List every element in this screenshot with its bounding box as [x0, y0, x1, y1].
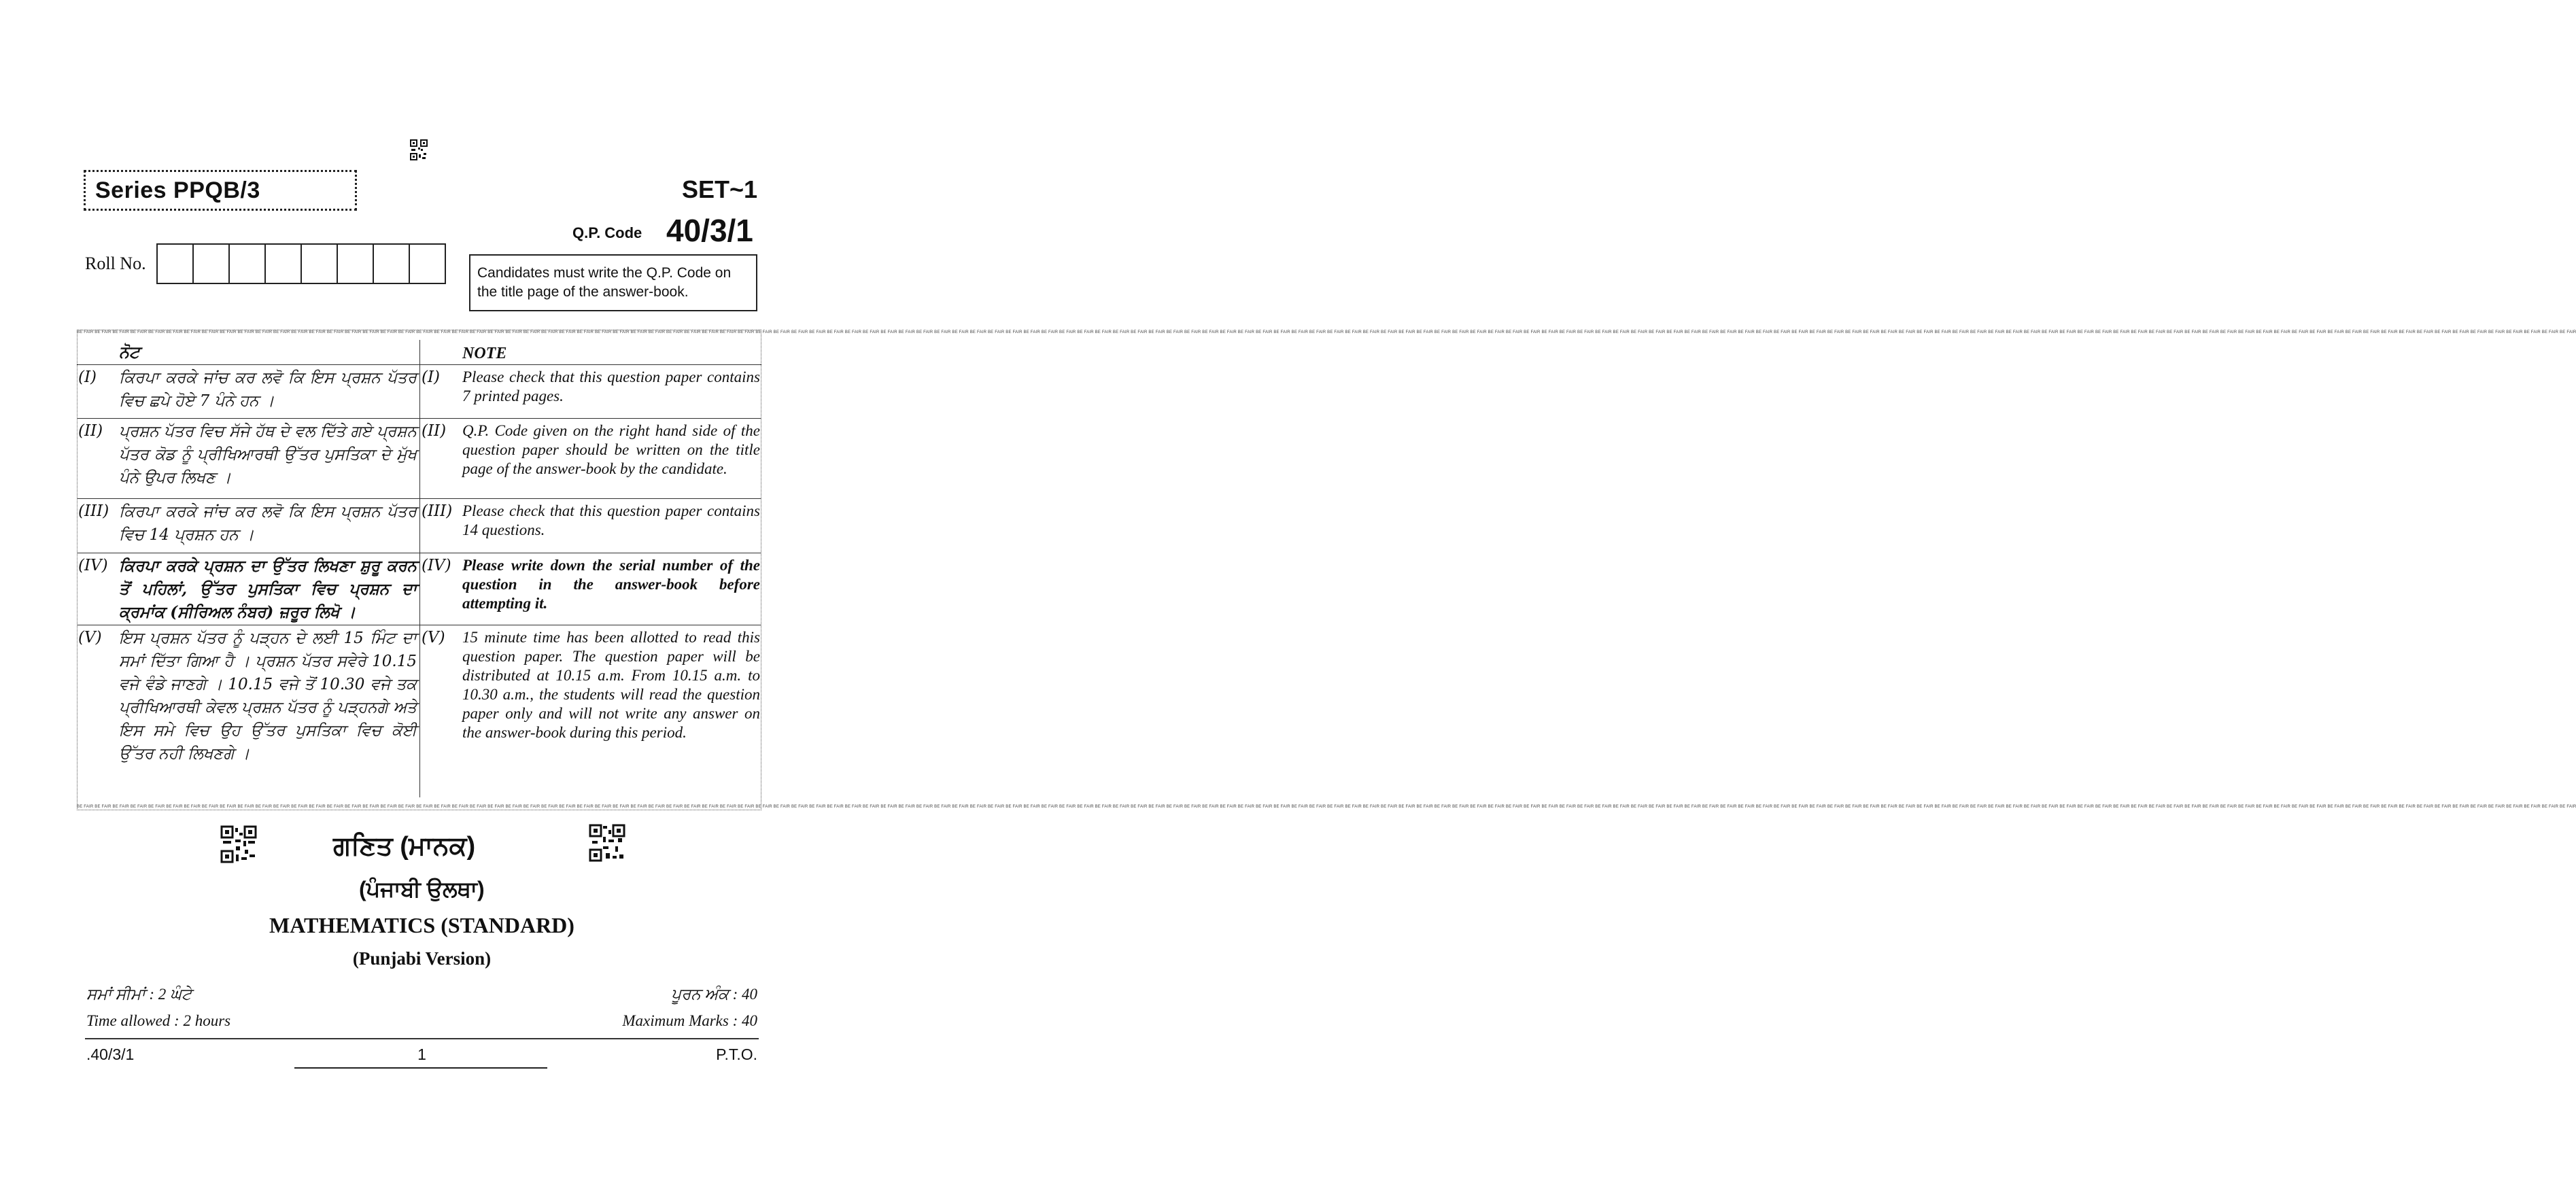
border-pattern-top: BE FAIR BE FAIR BE FAIR BE FAIR BE FAIR BE FAIR BE FAIR BE FAIR BE FAIR BE FAIR BE FAIR BE FAIR BE FAIR BE FAIR BE FAIR BE FAIR BE FAIR BE FAIR BE FAIR BE FAIR BE FAIR BE FAIR BE FAIR BE FAIR BE FAIR BE FAIR BE FAIR BE FAIR BE FAIR BE FAIR BE FAIR BE FAIR BE FAIR BE FAIR BE FAIR BE FAIR BE FAIR BE FAIR BE FAIR BE FAIR BE FAIR BE FAIR BE FAIR BE FAIR BE FAIR BE FAIR BE FAIR BE FAIR BE FAIR BE FAIR BE FAIR BE FAIR BE FAIR BE FAIR BE FAIR BE FAIR BE FAIR BE FAIR BE FAIR BE FAIR BE FAIR BE FAIR BE FAIR BE FAIR BE FAIR BE FAIR BE FAIR BE FAIR BE FAIR BE FAIR BE FAIR BE FAIR BE FAIR BE FAIR BE FAIR BE FAIR BE FAIR BE FAIR BE FAIR BE FAIR BE FAIR BE FAIR BE FAIR BE FAIR BE FAIR BE FAIR BE FAIR BE FAIR BE FAIR BE FAIR BE FAIR BE FAIR BE FAIR BE FAIR BE FAIR BE FAIR BE FAIR BE FAIR BE FAIR BE FAIR BE FAIR BE FAIR BE FAIR BE FAIR BE FAIR BE FAIR BE FAIR BE FAIR BE FAIR BE FAIR BE FAIR BE FAIR BE FAIR BE FAIR BE FAIR BE FAIR BE FAIR BE FAIR BE FAIR BE FAIR BE FAIR BE FAIR BE FAIR BE FAIR BE FAIR BE FAIR BE FAIR BE FAIR BE FAIR BE FAIR BE FAIR BE FAIR BE FAIR BE FAIR BE FAIR BE FAIR BE FAIR BE FAIR BE FAIR BE FAIR: [77, 330, 2576, 334]
notes-table: [77, 340, 761, 797]
note-row: [77, 364, 761, 419]
note-number: (III): [78, 502, 109, 520]
roll-digit-box[interactable]: [156, 243, 194, 284]
footer-code: .40/3/1: [86, 1045, 135, 1063]
note-text-english: 15 minute time has been allotted to read this question paper. The question paper will be distributed at 10.15 a.m. From 10.15 a.m. to 10.30 a.m., the students will read the question paper only and will not write any answer on the answer-book during this period.: [462, 629, 760, 741]
page-number: 1: [417, 1045, 426, 1063]
series-label: Series PPQB/3: [84, 170, 357, 211]
qr-code-icon: [221, 826, 256, 863]
note-text-english: Please check that this question paper contains 7 printed pages.: [462, 368, 760, 404]
subject-title-english: MATHEMATICS (STANDARD): [269, 913, 574, 937]
set-label: SET~1: [681, 175, 757, 203]
qp-code-label: Q.P. Code: [572, 224, 642, 241]
note-text-punjabi: ਕਿਰਪਾ ਕਰਕੇ ਪ੍ਰਸ਼ਨ ਦਾ ਉੱਤਰ ਲਿਖਣਾ ਸ਼ੁਰੂ ਕਰਨ ਤੋਂ ਪਹਿਲਾਂ, ਉੱਤਰ ਪੁਸਤਿਕਾ ਵਿਚ ਪ੍ਰਸ਼ਨ ਦਾ ਕ੍ਰਮਾਂਕ (ਸੀਰਿਅਲ ਨੰਬਰ) ਜ਼ਰੂਰ ਲਿਖੋ ।: [119, 557, 417, 621]
note-row: [77, 553, 761, 625]
note-number: (II): [422, 422, 447, 440]
roll-digit-box[interactable]: [264, 243, 302, 284]
time-allowed-english: Time allowed : 2 hours: [86, 1012, 231, 1029]
note-text-english: Please check that this question paper contains 14 questions.: [462, 502, 760, 538]
notes-heading-punjabi: ਨੋਟ: [119, 342, 140, 362]
footer-underline: [294, 1067, 547, 1069]
subject-version-punjabi: (ਪੰਜਾਬੀ ਉਲਥਾ): [359, 877, 485, 901]
note-number: (III): [422, 502, 453, 520]
roll-digit-box[interactable]: [192, 243, 230, 284]
candidate-instruction-box: Candidates must write the Q.P. Code on the title page of the answer-book.: [469, 254, 757, 311]
note-text-punjabi: ਕਿਰਪਾ ਕਰਕੇ ਜਾਂਚ ਕਰ ਲਵੋ ਕਿ ਇਸ ਪ੍ਰਸ਼ਨ ਪੱਤਰ ਵਿਚ 14 ਪ੍ਰਸ਼ਨ ਹਨ ।: [119, 503, 417, 544]
note-number: (V): [78, 629, 102, 646]
note-text-punjabi: ਇਸ ਪ੍ਰਸ਼ਨ ਪੱਤਰ ਨੂੰ ਪੜ੍ਹਨ ਦੇ ਲਈ 15 ਮਿੰਟ ਦਾ ਸਮਾਂ ਦਿੱਤਾ ਗਿਆ ਹੈ । ਪ੍ਰਸ਼ਨ ਪੱਤਰ ਸਵੇਰੇ 10.15 ਵਜੇ ਵੰਡੇ ਜਾਣਗੇ । 10.15 ਵਜੇ ਤੋਂ 10.30 ਵਜੇ ਤਕ ਪ੍ਰੀਖਿਆਰਥੀ ਕੇਵਲ ਪ੍ਰਸ਼ਨ ਪੱਤਰ ਨੂੰ ਪੜ੍ਹਨਗੇ ਅਤੇ ਇਸ ਸਮੇ ਵਿਚ ਉਹ ਉੱਤਰ ਪੁਸਤਿਕਾ ਵਿਚ ਕੋਈ ਉੱਤਰ ਨਹੀ ਲਿਖਣਗੇ ।: [119, 629, 417, 763]
roll-digit-box[interactable]: [300, 243, 338, 284]
note-row: [77, 419, 761, 499]
max-marks-english: Maximum Marks : 40: [622, 1012, 757, 1029]
roll-digit-box[interactable]: [373, 243, 410, 284]
roll-no-boxes[interactable]: [158, 243, 446, 284]
note-number: (II): [78, 422, 103, 440]
note-row: [77, 625, 761, 797]
note-text-english: Please write down the serial number of the question in the answer-book before attempting it.: [462, 557, 760, 612]
qp-code: 40/3/1: [666, 213, 753, 248]
qr-code-icon: [410, 139, 428, 161]
roll-no-label: Roll No.: [85, 254, 146, 273]
note-text-punjabi: ਪ੍ਰਸ਼ਨ ਪੱਤਰ ਵਿਚ ਸੱਜੇ ਹੱਥ ਦੇ ਵਲ ਦਿੱਤੇ ਗਏ ਪ੍ਰਸ਼ਨ ਪੱਤਰ ਕੋਡ ਨੂੰ ਪ੍ਰੀਖਿਆਰਥੀ ਉੱਤਰ ਪੁਸਤਿਕਾ ਦੇ ਮੁੱਖ ਪੰਨੇ ਉਪਰ ਲਿਖਣ ।: [119, 423, 417, 487]
roll-digit-box[interactable]: [409, 243, 446, 284]
roll-digit-box[interactable]: [228, 243, 266, 284]
note-text-punjabi: ਕਿਰਪਾ ਕਰਕੇ ਜਾਂਚ ਕਰ ਲਵੋ ਕਿ ਇਸ ਪ੍ਰਸ਼ਨ ਪੱਤਰ ਵਿਚ ਛਪੇ ਹੋਏ 7 ਪੰਨੇ ਹਨ ।: [119, 369, 417, 410]
qr-code-icon: [589, 825, 625, 861]
divider: [85, 1038, 759, 1039]
subject-title-punjabi: ਗਣਿਤ (ਮਾਨਕ): [333, 832, 476, 861]
roll-digit-box[interactable]: [337, 243, 374, 284]
note-number: (I): [78, 368, 97, 386]
note-number: (I): [422, 368, 441, 386]
max-marks-punjabi: ਪੂਰਨ ਅੰਕ : 40: [671, 986, 757, 1003]
note-row: [77, 499, 761, 553]
notes-heading-english: NOTE: [462, 345, 507, 362]
note-number: (IV): [78, 557, 108, 574]
pto-label: P.T.O.: [716, 1045, 757, 1063]
note-number: (IV): [422, 557, 451, 574]
border-pattern-bottom: BE FAIR BE FAIR BE FAIR BE FAIR BE FAIR BE FAIR BE FAIR BE FAIR BE FAIR BE FAIR BE FAIR BE FAIR BE FAIR BE FAIR BE FAIR BE FAIR BE FAIR BE FAIR BE FAIR BE FAIR BE FAIR BE FAIR BE FAIR BE FAIR BE FAIR BE FAIR BE FAIR BE FAIR BE FAIR BE FAIR BE FAIR BE FAIR BE FAIR BE FAIR BE FAIR BE FAIR BE FAIR BE FAIR BE FAIR BE FAIR BE FAIR BE FAIR BE FAIR BE FAIR BE FAIR BE FAIR BE FAIR BE FAIR BE FAIR BE FAIR BE FAIR BE FAIR BE FAIR BE FAIR BE FAIR BE FAIR BE FAIR BE FAIR BE FAIR BE FAIR BE FAIR BE FAIR BE FAIR BE FAIR BE FAIR BE FAIR BE FAIR BE FAIR BE FAIR BE FAIR BE FAIR BE FAIR BE FAIR BE FAIR BE FAIR BE FAIR BE FAIR BE FAIR BE FAIR BE FAIR BE FAIR BE FAIR BE FAIR BE FAIR BE FAIR BE FAIR BE FAIR BE FAIR BE FAIR BE FAIR BE FAIR BE FAIR BE FAIR BE FAIR BE FAIR BE FAIR BE FAIR BE FAIR BE FAIR BE FAIR BE FAIR BE FAIR BE FAIR BE FAIR BE FAIR BE FAIR BE FAIR BE FAIR BE FAIR BE FAIR BE FAIR BE FAIR BE FAIR BE FAIR BE FAIR BE FAIR BE FAIR BE FAIR BE FAIR BE FAIR BE FAIR BE FAIR BE FAIR BE FAIR BE FAIR BE FAIR BE FAIR BE FAIR BE FAIR BE FAIR BE FAIR BE FAIR BE FAIR BE FAIR BE FAIR BE FAIR BE FAIR BE FAIR BE FAIR BE FAIR: [77, 805, 2576, 809]
note-text-english: Q.P. Code given on the right hand side of the question paper should be written on the title page of the answer-book by the candidate.: [462, 422, 760, 477]
time-allowed-punjabi: ਸਮਾਂ ਸੀਮਾਂ : 2 ਘੰਟੇ: [86, 986, 192, 1003]
subject-version-english: (Punjabi Version): [352, 948, 492, 969]
note-number: (V): [422, 629, 445, 646]
notes-header-row: [77, 340, 761, 364]
